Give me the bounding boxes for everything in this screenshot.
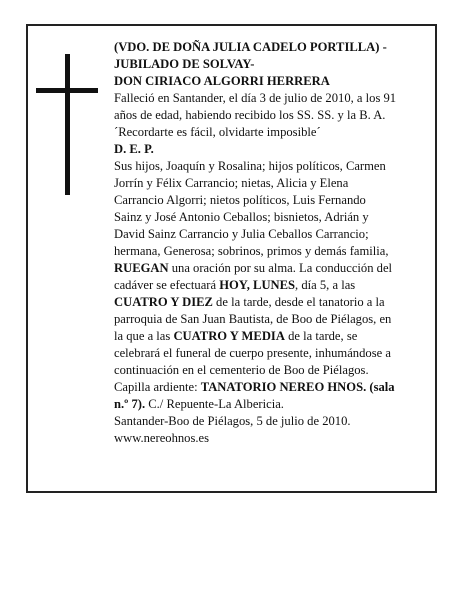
chapel-line-1 [114, 379, 426, 396]
time-bold-2: CUATRO Y MEDIA [173, 329, 285, 343]
website-line: www.nereohnos.es [114, 431, 210, 445]
death-line-2: años de edad, habiendo recibido los SS. SS. y la B. A. [114, 108, 386, 122]
funeral-line-2: continuación en el cementerio de Boo de Piélagos. [114, 363, 369, 377]
deceased-name: DON CIRIACO ALGORRI HERRERA [114, 74, 330, 88]
chapel-label: Capilla ardiente: [114, 380, 201, 394]
heading-line-2: JUBILADO DE SOLVAY- [114, 57, 255, 71]
heading-line-1: (VDO. DE DOÑA JULIA CADELO PORTILLA) - [114, 40, 387, 54]
family-line-5: David Sainz Carrancio y Julia Ceballos Carrancio; [114, 227, 369, 241]
day-bold: HOY, LUNES [219, 278, 296, 292]
place-date-line: Santander-Boo de Piélagos, 5 de julio de 2010. [114, 414, 351, 428]
family-line-3: Carrancio Algorri; nietos políticos, Luis Fernando [114, 193, 366, 207]
chapel-bold-1: TANATORIO NEREO HNOS. (sala [200, 380, 395, 394]
family-line-6: hermana, Generosa; sobrinos, primos y demás familia, [114, 244, 389, 258]
family-line-2: Jorrín y Félix Carrancio; nietas, Alicia y Elena [114, 176, 349, 190]
funeral-line-1: celebrará el funeral de cuerpo presente, inhumándose a [114, 346, 391, 360]
cross-icon [65, 54, 70, 195]
time-bold-1: CUATRO Y DIEZ [114, 295, 213, 309]
obituary-text [114, 39, 426, 447]
conduction-text-3: de la tarde, desde el tanatorio a la [212, 295, 385, 309]
parish-line-2 [114, 328, 426, 345]
chapel-bold-2: n.º 7). [114, 397, 146, 411]
chapel-address: C./ Repuente-La Albericia. [145, 397, 284, 411]
rip-line: D. E. P. [114, 142, 154, 156]
family-line-1: Sus hijos, Joaquín y Rosalina; hijos políticos, Carmen [114, 159, 386, 173]
conduction-text-2: , día 5, a las [295, 278, 356, 292]
ruegan-bold: RUEGAN [114, 261, 169, 275]
family-line-4: Sainz y José Antonio Ceballos; bisnietos, Adrián y [114, 210, 369, 224]
ruegan-line [114, 260, 426, 277]
parish-line-1: parroquia de San Juan Bautista, de Boo de Piélagos, en [114, 312, 392, 326]
conduction-text-1: cadáver se efectuará [114, 278, 220, 292]
time-line-1 [114, 294, 426, 311]
death-line-1: Falleció en Santander, el día 3 de julio de 2010, a los 91 [114, 91, 397, 105]
parish-text-b: de la tarde, se [284, 329, 358, 343]
quote-line: ´Recordarte es fácil, olvidarte imposible´ [114, 125, 321, 139]
ruegan-rest: una oración por su alma. La conducción del [168, 261, 393, 275]
cross-icon-bar [36, 88, 98, 93]
parish-text-a: la que a las [114, 329, 174, 343]
chapel-line-2 [114, 396, 426, 413]
conduction-line [114, 277, 426, 294]
